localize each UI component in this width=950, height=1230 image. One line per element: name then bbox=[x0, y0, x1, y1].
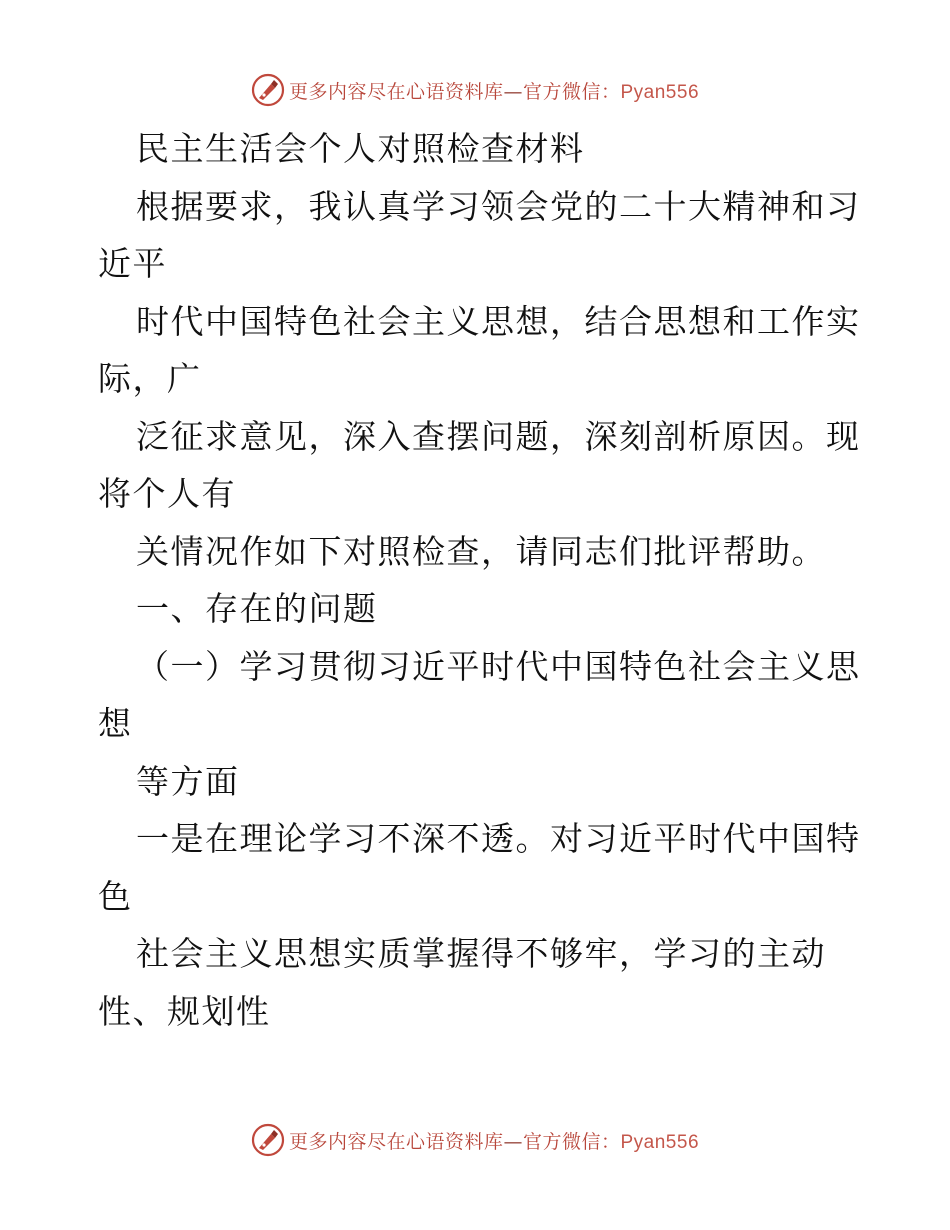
footer-watermark-banner bbox=[0, 1120, 950, 1160]
document-line: 性、规划性 bbox=[98, 991, 271, 1031]
watermark-separator: — bbox=[503, 1130, 523, 1153]
header-watermark-banner bbox=[0, 70, 950, 110]
document-body bbox=[98, 120, 861, 1040]
document-line: 近平 bbox=[98, 244, 167, 283]
document-line: 时代中国特色社会主义思想，结合思想和工作实 bbox=[136, 301, 861, 341]
document-line: 际，广 bbox=[98, 359, 202, 398]
watermark-text bbox=[289, 77, 699, 104]
watermark-text bbox=[289, 1127, 699, 1154]
watermark-wechat-id: Pyan556 bbox=[620, 1131, 700, 1153]
document-line: 根据要求，我认真学习领会党的二十大精神和习 bbox=[136, 186, 861, 226]
watermark-wechat-id: Pyan556 bbox=[620, 81, 700, 103]
document-line: 社会主义思想实质掌握得不够牢，学习的主动 bbox=[136, 934, 826, 973]
document-line: 一是在理论学习不深不透。对习近平时代中国特 bbox=[136, 819, 861, 858]
document-line: 想 bbox=[98, 704, 133, 743]
watermark-wechat-label: 官方微信： bbox=[522, 1130, 621, 1153]
watermark-wechat-label: 官方微信： bbox=[522, 80, 621, 103]
document-line: 泛征求意见，深入查摆问题，深刻剖析原因。现 bbox=[136, 416, 861, 456]
document-line: 关情况作如下对照检查，请同志们批评帮助。 bbox=[136, 531, 826, 571]
document-line: 色 bbox=[98, 876, 133, 916]
document-line: （一）学习贯彻习近平时代中国特色社会主义思 bbox=[136, 646, 861, 686]
document-line: 民主生活会个人对照检查材料 bbox=[136, 129, 585, 168]
pen-nib-icon bbox=[251, 73, 285, 107]
watermark-prefix: 更多内容尽在心语资料库 bbox=[288, 1130, 504, 1153]
document-line: 将个人有 bbox=[98, 474, 236, 513]
watermark-separator: — bbox=[503, 80, 523, 103]
document-line: 一、存在的问题 bbox=[136, 589, 378, 628]
document-line: 等方面 bbox=[136, 761, 240, 801]
watermark-prefix: 更多内容尽在心语资料库 bbox=[288, 80, 504, 103]
pen-nib-icon bbox=[251, 1123, 285, 1157]
